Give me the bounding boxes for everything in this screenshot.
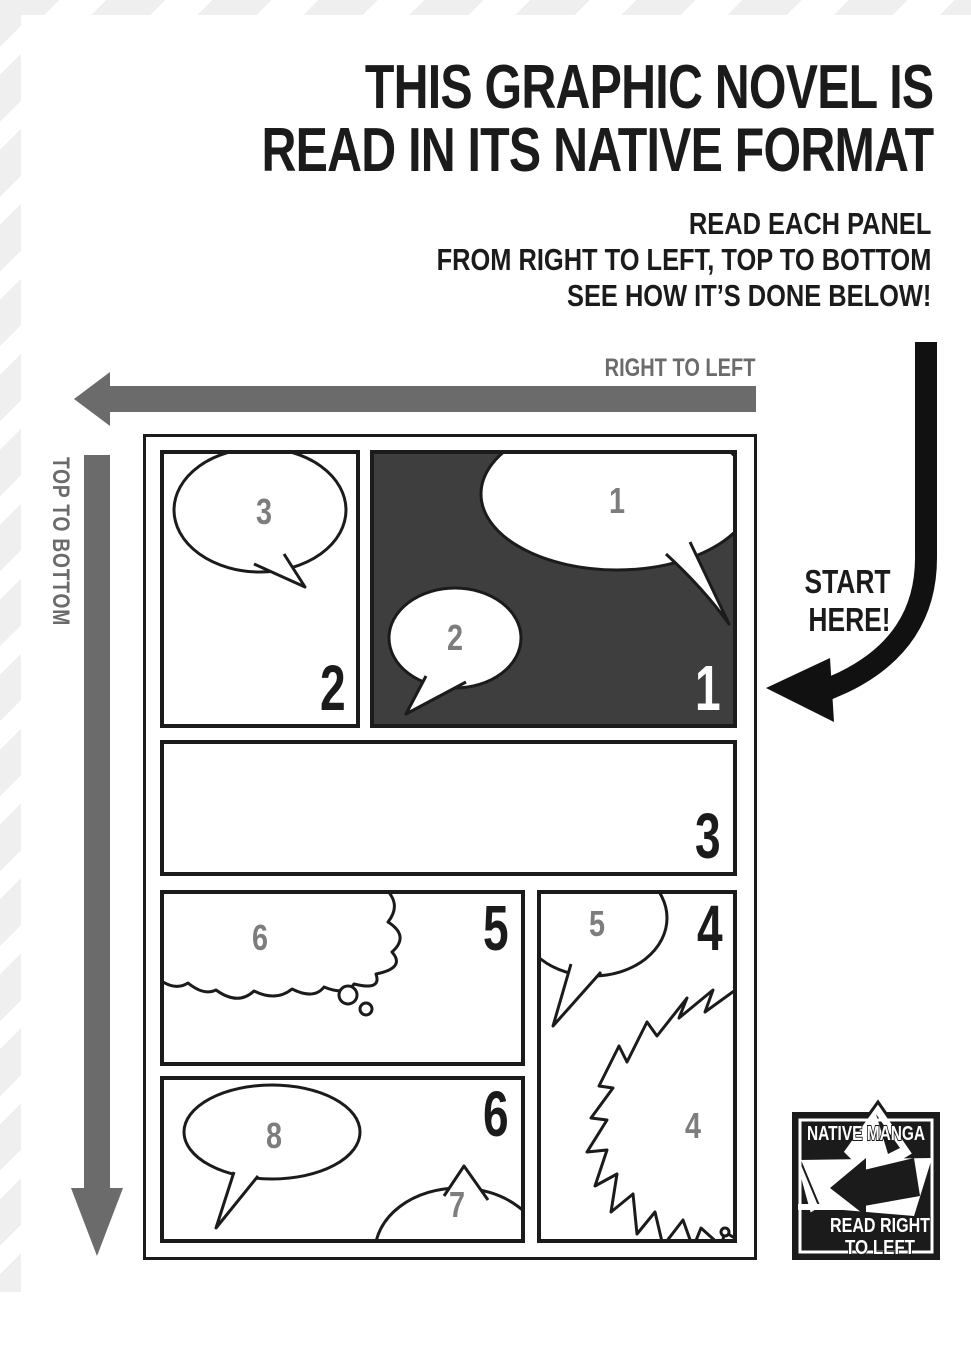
burst-bubble-dot	[721, 1228, 729, 1236]
subtitle-line-1: READ EACH PANEL	[688, 206, 931, 241]
comic-page-diagram	[143, 434, 757, 1260]
title-line-1: THIS GRAPHIC NOVEL IS	[364, 53, 933, 122]
subtitle-line-2: FROM RIGHT TO LEFT, TOP TO BOTTOM	[436, 242, 931, 277]
top-to-bottom-arrow-head-icon	[71, 1188, 123, 1256]
bubble-number-8: 8	[265, 1115, 283, 1156]
thought-bubble-dot-large	[339, 986, 357, 1004]
speech-bubble-8-tail	[216, 1172, 258, 1228]
panel-5-bubbles	[164, 894, 521, 1062]
panel-number-5: 5	[483, 892, 509, 964]
start-here-line-1: START	[804, 563, 891, 600]
logo-caption-line-1: READ RIGHT	[830, 1215, 930, 1237]
page-title	[72, 53, 933, 185]
logo-title: NATIVE MANGA	[807, 1123, 925, 1145]
native-manga-logo	[786, 1096, 946, 1266]
burst-bubble-4	[587, 986, 733, 1239]
bubble-number-6: 6	[251, 917, 269, 958]
bubble-number-1: 1	[608, 480, 626, 521]
hazard-stripe-border-top	[0, 0, 971, 15]
panel-number-3: 3	[695, 800, 721, 872]
right-to-left-arrow-head-icon	[74, 372, 110, 426]
panel-number-1: 1	[695, 652, 721, 724]
title-line-2: READ IN ITS NATIVE FORMAT	[261, 116, 933, 185]
bubble-number-7: 7	[448, 1184, 466, 1225]
subtitle-line-3: SEE HOW IT’S DONE BELOW!	[566, 278, 931, 313]
comic-panel-6	[160, 1076, 525, 1243]
right-to-left-arrow	[108, 386, 756, 412]
start-here-curved-arrow-icon	[740, 330, 960, 730]
thought-bubble-dot-small	[360, 1003, 372, 1015]
panel-number-4: 4	[697, 892, 723, 964]
bubble-number-2: 2	[446, 617, 464, 658]
start-here-line-2: HERE!	[808, 601, 891, 638]
panel-1-bubbles	[374, 454, 733, 724]
comic-panel-3	[160, 740, 737, 876]
comic-panel-2	[160, 450, 360, 728]
speech-bubble-1-tail	[666, 542, 729, 624]
top-to-bottom-arrow	[84, 455, 110, 1190]
comic-panel-5	[160, 890, 525, 1066]
speech-bubble-5-tail	[553, 964, 601, 1026]
thought-bubble-6	[164, 894, 400, 998]
bubble-number-4: 4	[684, 1105, 702, 1146]
page-subtitle	[328, 206, 931, 314]
top-to-bottom-label: TOP TO BOTTOM	[47, 457, 74, 626]
hazard-stripe-border-left	[0, 0, 21, 1292]
panel-number-6: 6	[483, 1078, 509, 1150]
bubble-number-5: 5	[588, 903, 606, 944]
speech-bubble-2-tail	[406, 676, 466, 714]
bubble-number-3: 3	[255, 491, 273, 532]
comic-panel-4	[537, 890, 737, 1243]
right-to-left-label: RIGHT TO LEFT	[604, 354, 755, 382]
panel-6-bubbles	[164, 1080, 521, 1239]
panel-number-2: 2	[320, 652, 346, 724]
logo-caption-line-2: TO LEFT	[845, 1237, 915, 1259]
comic-panel-1	[370, 450, 737, 728]
